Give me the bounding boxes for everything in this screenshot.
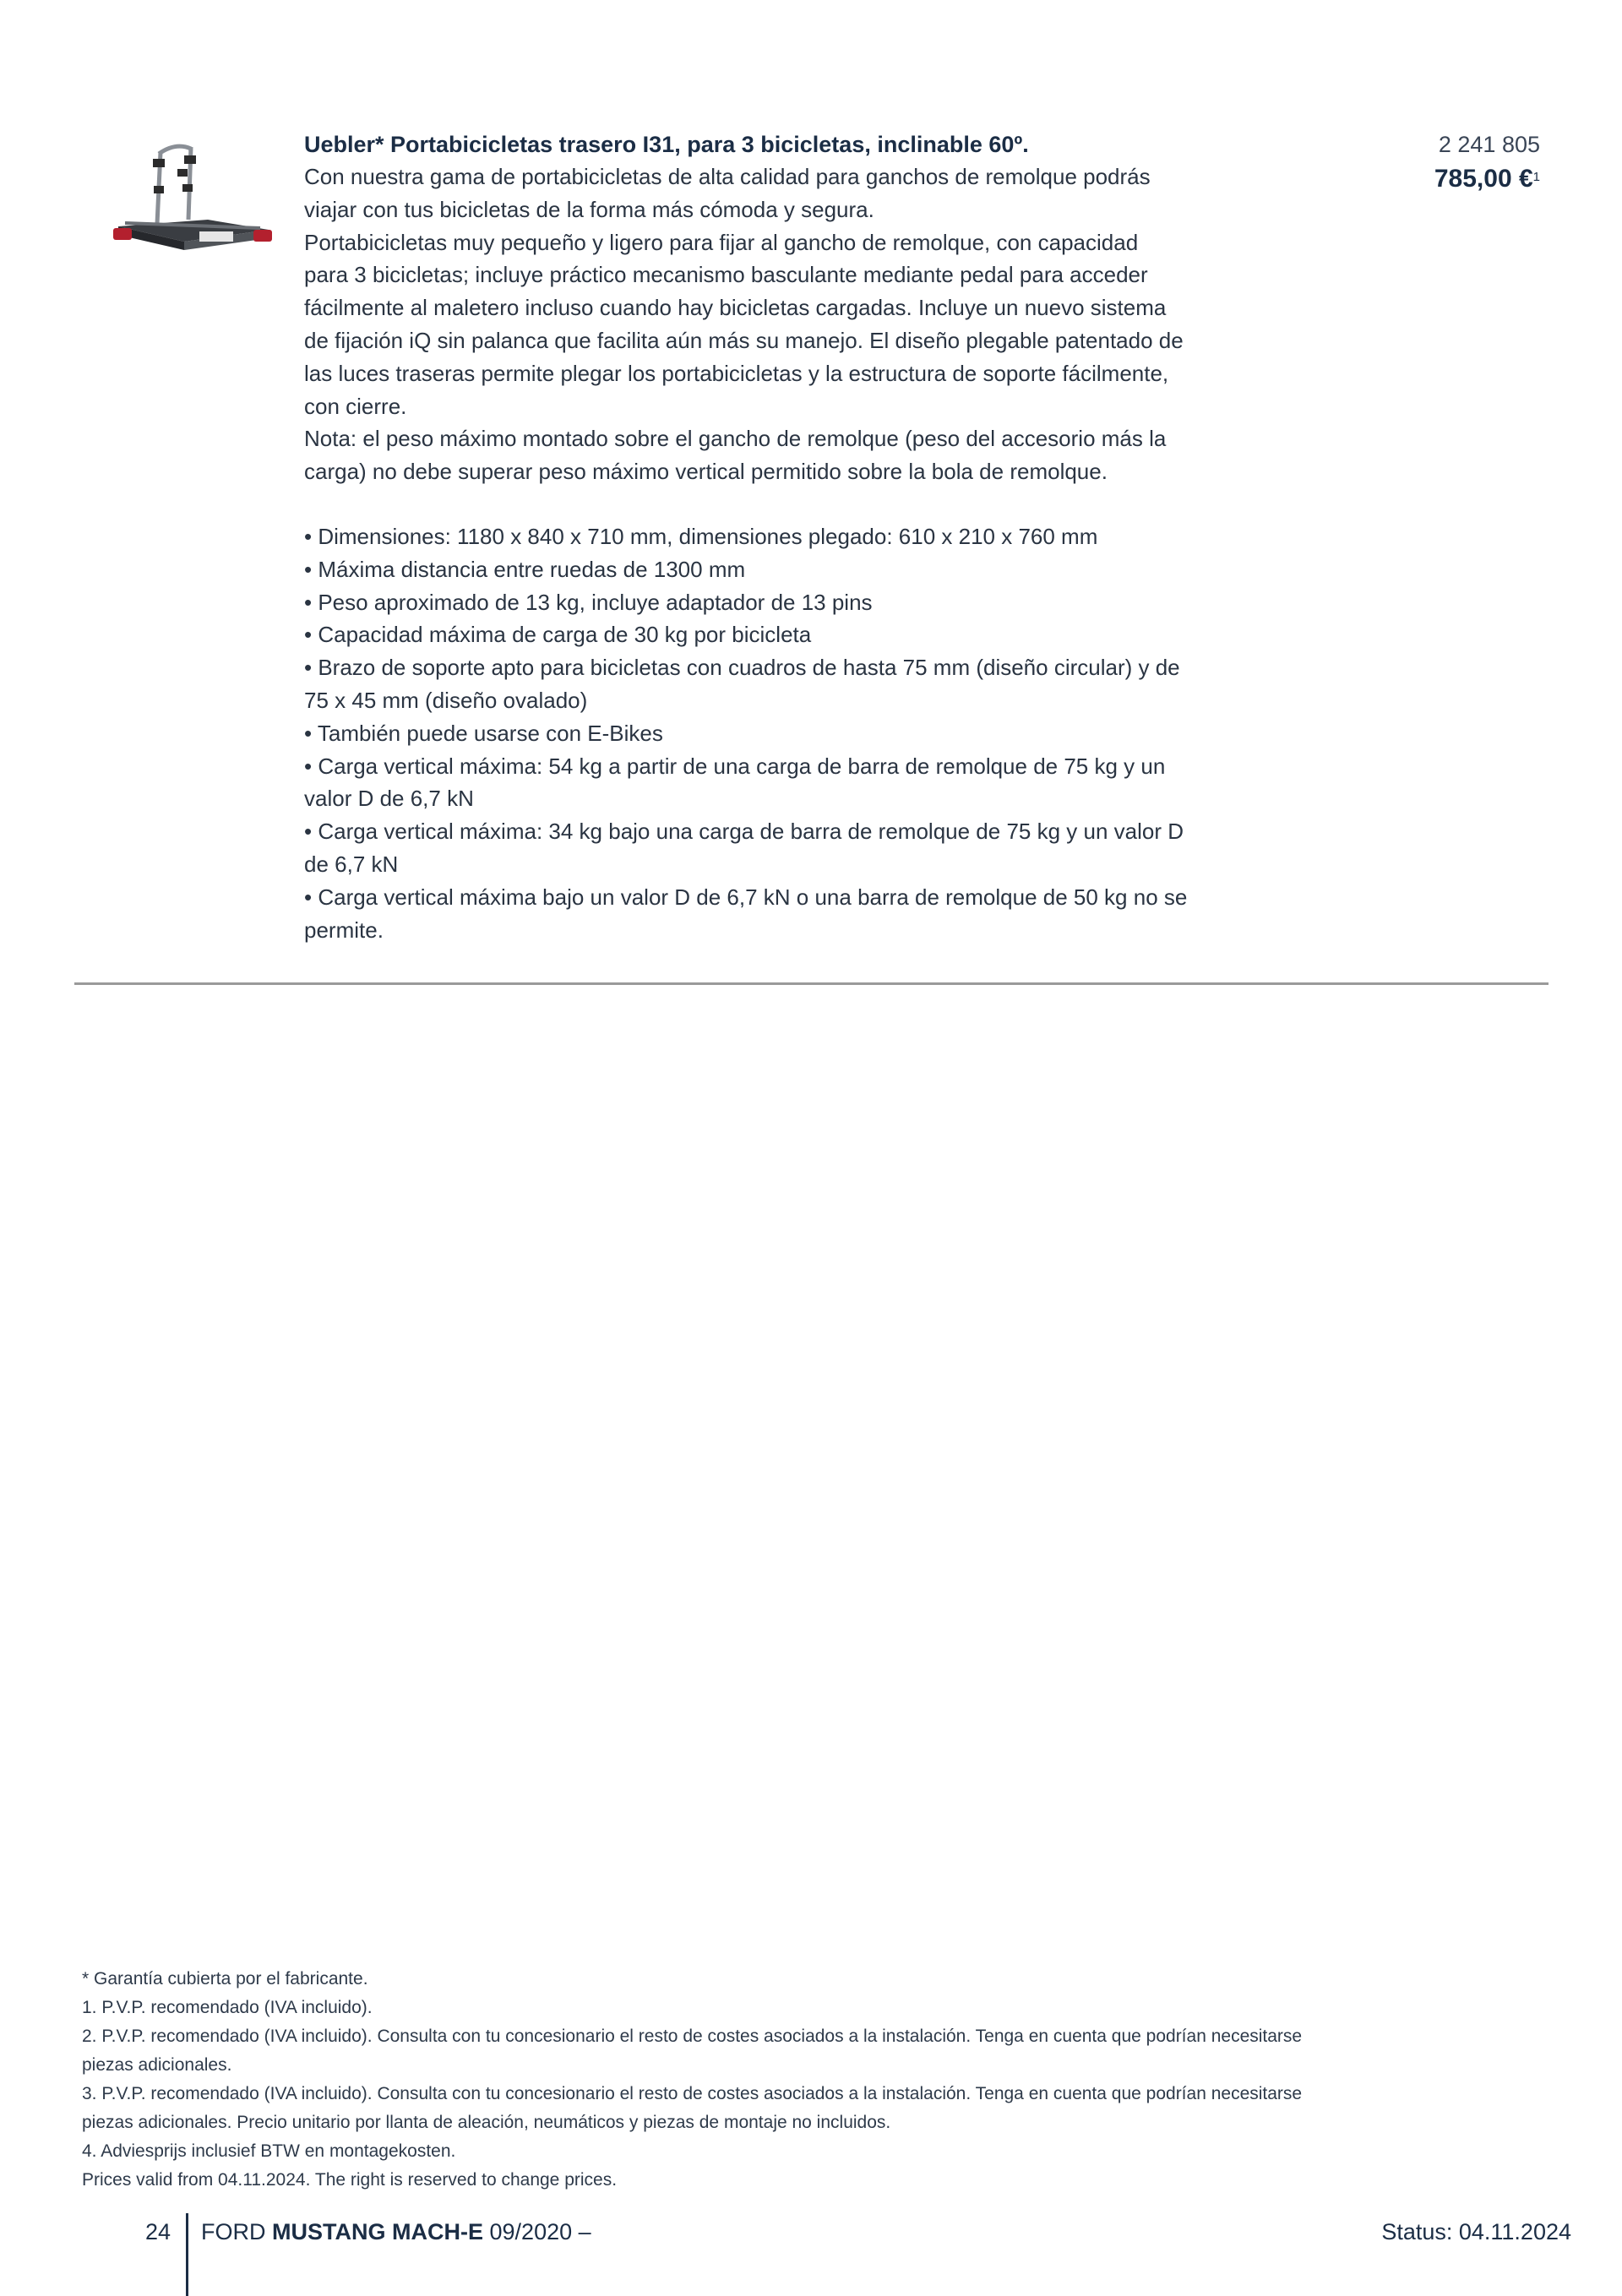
description-line: las luces traseras permite plegar los portabicicletas y la estructura de soporte fácilmente,: [304, 360, 1169, 386]
description-line: Nota: el peso máximo montado sobre el gancho de remolque (peso del accesorio más la: [304, 426, 1167, 452]
model-name: MUSTANG MACH-E: [272, 2219, 483, 2244]
feature-item: • También puede usarse con E-Bikes: [304, 720, 663, 746]
price: [1434, 161, 1540, 198]
description-line: viajar con tus bicicletas de la forma más cómoda y segura.: [304, 196, 874, 222]
price-value: 785,00 €: [1434, 165, 1533, 193]
product-image: [108, 135, 277, 270]
part-number: 2 241 805: [1438, 132, 1540, 157]
price-footnote-ref: 1: [1532, 170, 1540, 184]
product-description: [304, 161, 1267, 488]
feature-item: • Peso aproximado de 13 kg, incluye adaptador de 13 pins: [304, 589, 873, 615]
feature-item: • Capacidad máxima de carga de 30 kg por bicicleta: [304, 622, 812, 648]
footnote-line: * Garantía cubierta por el fabricante.: [82, 1969, 368, 1989]
section-divider: [74, 982, 1549, 985]
brand-name: FORD: [201, 2219, 266, 2244]
description-line: carga) no debe superar peso máximo vertical permitido sobre la bola de remolque.: [304, 459, 1108, 485]
product-block: [304, 128, 1267, 946]
bike-carrier-icon: [108, 135, 277, 270]
footnote-line: piezas adicionales.: [82, 2055, 232, 2075]
feature-item: • Máxima distancia entre ruedas de 1300 mm: [304, 556, 746, 582]
footnote-line: Prices valid from 04.11.2024. The right is reserved to change prices.: [82, 2170, 618, 2190]
feature-item: • Carga vertical máxima: 34 kg bajo una carga de barra de remolque de 75 kg y un valor D: [304, 819, 1184, 845]
footnote-line: 4. Adviesprijs inclusief BTW en montagekosten.: [82, 2141, 456, 2161]
footnote-line: piezas adicionales. Precio unitario por llanta de aleación, neumáticos y piezas de montaje no incluidos.: [82, 2113, 891, 2132]
footnotes: [82, 1965, 1552, 2195]
footnote-line: 3. P.V.P. recomendado (IVA incluido). Consulta con tu concesionario el resto de costes asociados a la instalación. Tenga en cuenta que podrían necesitarse: [82, 2084, 1303, 2103]
description-line: Con nuestra gama de portabicicletas de alta calidad para ganchos de remolque podrás: [304, 164, 1151, 189]
footnote-line: 2. P.V.P. recomendado (IVA incluido). Consulta con tu concesionario el resto de costes asociados a la instalación. Tenga en cuenta que podrían necesitarse: [82, 2027, 1303, 2046]
page-footer: [0, 2213, 1622, 2296]
description-line: de fijación iQ sin palanca que facilita aún más su manejo. El diseño plegable patentado de: [304, 327, 1184, 353]
description-line: fácilmente al maletero incluso cuando hay bicicletas cargadas. Incluye un nuevo sistema: [304, 295, 1167, 321]
status-date: Status: 04.11.2024: [1381, 2219, 1571, 2244]
price-block: [1434, 128, 1540, 198]
product-title: Uebler* Portabicicletas trasero I31, para 3 bicicletas, inclinable 60º.: [304, 132, 1029, 157]
page-number: 24: [145, 2219, 171, 2244]
feature-item: de 6,7 kN: [304, 851, 399, 877]
feature-item: valor D de 6,7 kN: [304, 786, 474, 812]
footer-brand: [201, 2219, 591, 2245]
description-line: Portabicicletas muy pequeño y ligero para fijar al gancho de remolque, con capacidad: [304, 229, 1139, 255]
feature-item: 75 x 45 mm (diseño ovalado): [304, 687, 588, 713]
footnote-line: 1. P.V.P. recomendado (IVA incluido).: [82, 1998, 373, 2017]
model-version: 09/2020 –: [489, 2219, 591, 2244]
feature-list: [304, 520, 1267, 946]
spacer: [304, 488, 1267, 520]
feature-item: • Brazo de soporte apto para bicicletas con cuadros de hasta 75 mm (diseño circular) y de: [304, 655, 1180, 681]
description-line: para 3 bicicletas; incluye práctico mecanismo basculante mediante pedal para acceder: [304, 262, 1148, 288]
feature-item: • Carga vertical máxima bajo un valor D de 6,7 kN o una barra de remolque de 50 kg no se: [304, 884, 1188, 910]
description-line: con cierre.: [304, 393, 407, 419]
footer-rule: [186, 2213, 188, 2296]
feature-item: • Dimensiones: 1180 x 840 x 710 mm, dimensiones plegado: 610 x 210 x 760 mm: [304, 523, 1098, 549]
feature-item: permite.: [304, 917, 384, 943]
feature-item: • Carga vertical máxima: 54 kg a partir de una carga de barra de remolque de 75 kg y un: [304, 753, 1166, 779]
